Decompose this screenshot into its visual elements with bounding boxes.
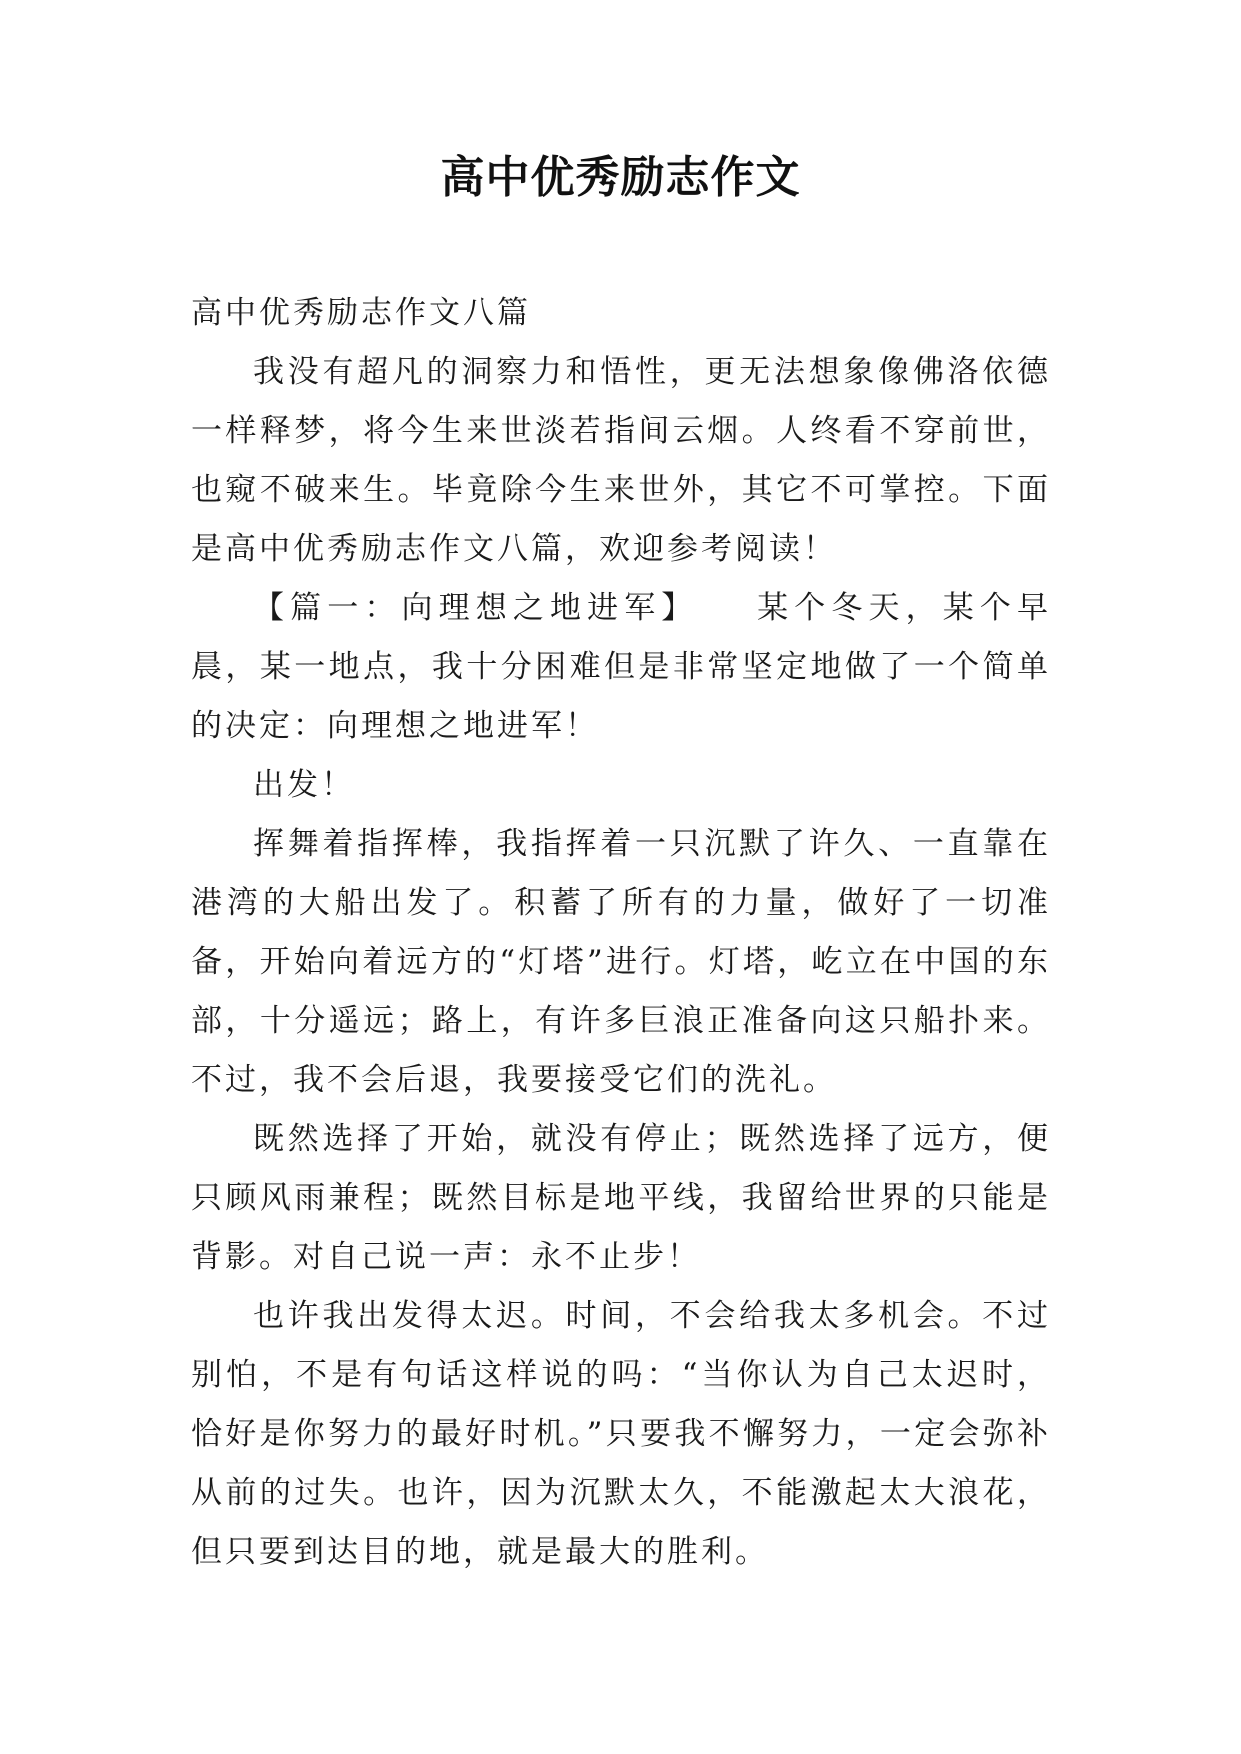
document-body xyxy=(191,284,1051,1582)
paragraph-voyage: 挥舞着指挥棒，我指挥着一只沉默了许久、一直靠在港湾的大船出发了。积蓄了所有的力量，做好了一切准备，开始向着远方的“灯塔”进行。灯塔，屹立在中国的东部，十分遥远；路上，有许多巨浪正准备向这只船扑来。不过，我不会后退，我要接受它们的洗礼。 xyxy=(191,826,1051,1098)
paragraph-chapter-one-heading: 【篇一：向理想之地进军】 某个冬天，某个早晨，某一地点，我十分困难但是非常坚定地做了一个简单的决定：向理想之地进军！ xyxy=(191,590,1051,744)
paragraph-intro: 我没有超凡的洞察力和悟性，更无法想象像佛洛依德一样释梦，将今生来世淡若指间云烟。人终看不穿前世，也窥不破来生。毕竟除今生来世外，其它不可掌控。下面是高中优秀励志作文八篇，欢迎参考阅读！ xyxy=(191,354,1051,567)
document-subtitle: 高中优秀励志作文八篇 xyxy=(191,295,531,331)
document-title: 高中优秀励志作文 xyxy=(440,152,801,203)
paragraph-never-stop: 既然选择了开始，就没有停止；既然选择了远方，便只顾风雨兼程；既然目标是地平线，我留给世界的只能是背影。对自己说一声：永不止步！ xyxy=(191,1121,1051,1275)
paragraph-not-too-late: 也许我出发得太迟。时间，不会给我太多机会。不过别怕，不是有句话这样说的吗：“当你认为自己太迟时，恰好是你努力的最好时机。”只要我不懈努力，一定会弥补从前的过失。也许，因为沉默太久，不能激起太大浪花，但只要到达目的地，就是最大的胜利。 xyxy=(191,1298,1051,1570)
paragraph-depart: 出发！ xyxy=(253,767,355,803)
